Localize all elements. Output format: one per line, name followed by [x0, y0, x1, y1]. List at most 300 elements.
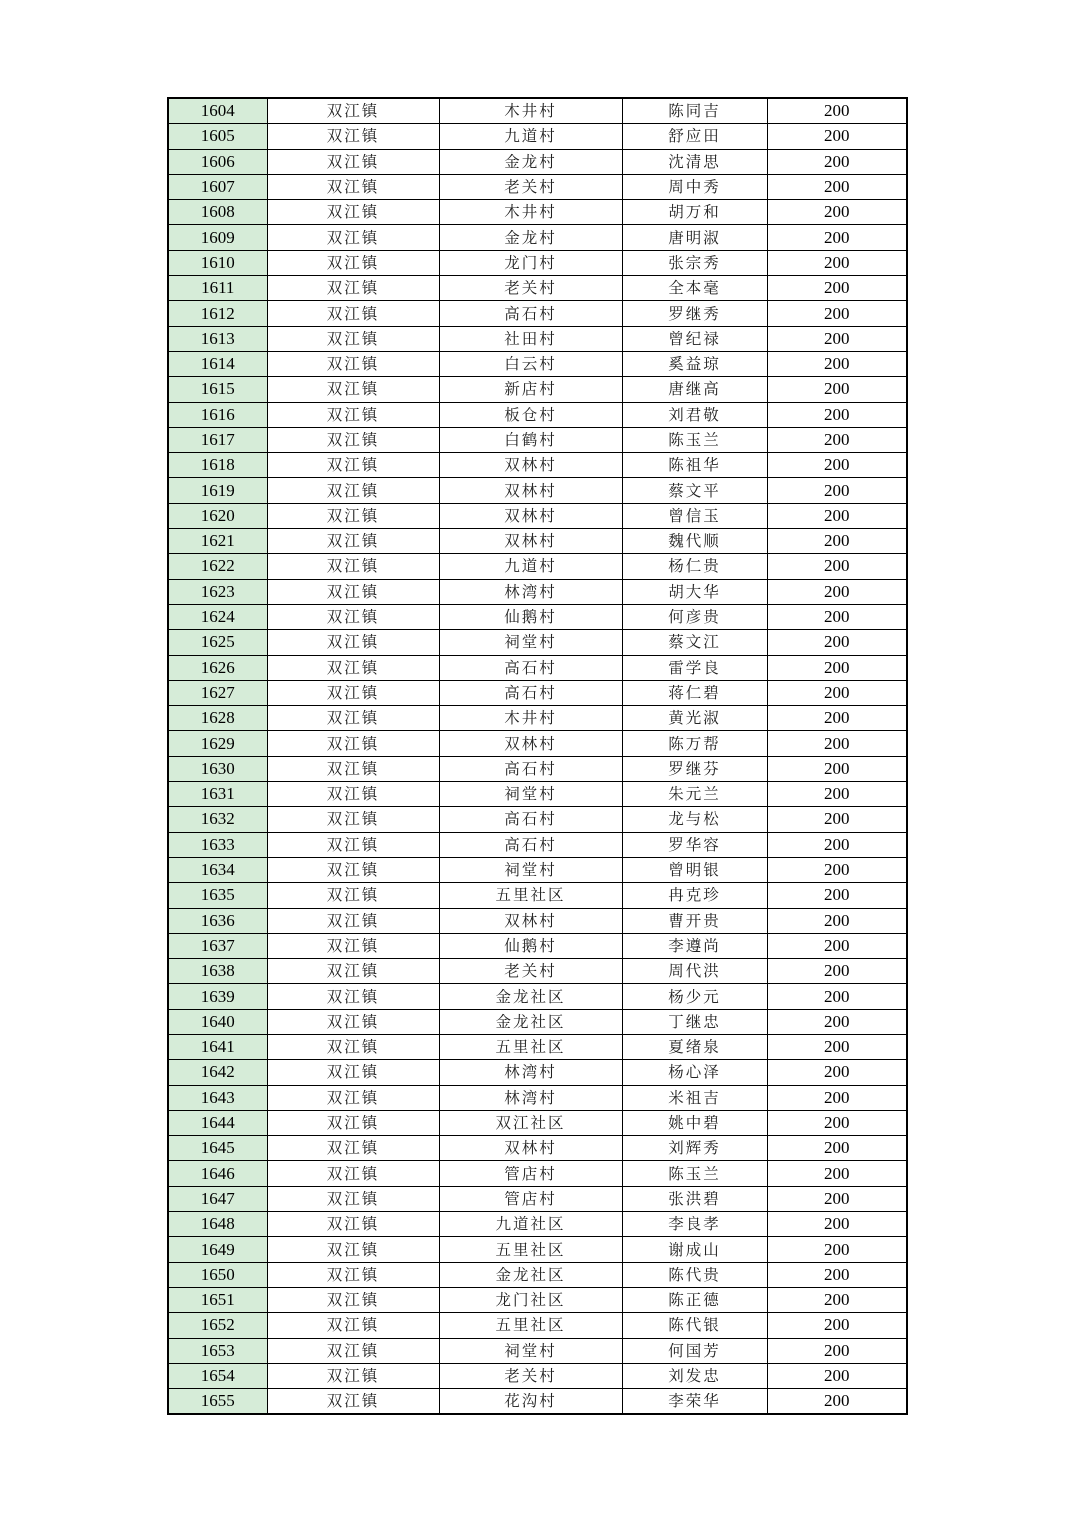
table-row	[168, 1136, 907, 1161]
table-row	[168, 579, 907, 604]
cell-seq: 1620	[168, 503, 267, 528]
table-body	[168, 98, 907, 1414]
cell-seq: 1638	[168, 959, 267, 984]
cell-seq: 1605	[168, 124, 267, 149]
cell-village: 双林村	[439, 453, 622, 478]
cell-name: 全本毫	[622, 276, 767, 301]
cell-name: 陈万帮	[622, 731, 767, 756]
cell-amount: 200	[767, 174, 907, 199]
cell-amount: 200	[767, 832, 907, 857]
cell-seq: 1644	[168, 1110, 267, 1135]
cell-amount: 200	[767, 1161, 907, 1186]
cell-town: 双江镇	[267, 807, 439, 832]
cell-name: 蒋仁碧	[622, 680, 767, 705]
cell-seq: 1607	[168, 174, 267, 199]
cell-name: 米祖吉	[622, 1085, 767, 1110]
cell-name: 沈清思	[622, 149, 767, 174]
cell-town: 双江镇	[267, 1237, 439, 1262]
cell-seq: 1615	[168, 377, 267, 402]
cell-name: 曹开贵	[622, 908, 767, 933]
beneficiary-table	[167, 97, 908, 1415]
cell-town: 双江镇	[267, 1110, 439, 1135]
cell-village: 管店村	[439, 1161, 622, 1186]
cell-name: 曾纪禄	[622, 326, 767, 351]
cell-village: 老关村	[439, 959, 622, 984]
cell-town: 双江镇	[267, 1060, 439, 1085]
cell-town: 双江镇	[267, 1136, 439, 1161]
cell-seq: 1623	[168, 579, 267, 604]
cell-village: 九道社区	[439, 1212, 622, 1237]
table-row	[168, 377, 907, 402]
cell-town: 双江镇	[267, 98, 439, 124]
table-row	[168, 250, 907, 275]
cell-town: 双江镇	[267, 832, 439, 857]
cell-village: 双林村	[439, 731, 622, 756]
cell-town: 双江镇	[267, 503, 439, 528]
cell-town: 双江镇	[267, 959, 439, 984]
cell-amount: 200	[767, 529, 907, 554]
cell-village: 林湾村	[439, 579, 622, 604]
cell-name: 周中秀	[622, 174, 767, 199]
cell-name: 李遵尚	[622, 933, 767, 958]
table-row	[168, 427, 907, 452]
cell-village: 龙门社区	[439, 1287, 622, 1312]
cell-seq: 1634	[168, 857, 267, 882]
cell-name: 唐继高	[622, 377, 767, 402]
cell-amount: 200	[767, 478, 907, 503]
cell-town: 双江镇	[267, 301, 439, 326]
table-row	[168, 1085, 907, 1110]
cell-name: 蔡文江	[622, 630, 767, 655]
cell-village: 五里社区	[439, 883, 622, 908]
cell-village: 双林村	[439, 1136, 622, 1161]
cell-name: 刘辉秀	[622, 1136, 767, 1161]
cell-amount: 200	[767, 655, 907, 680]
cell-seq: 1616	[168, 402, 267, 427]
cell-seq: 1641	[168, 1034, 267, 1059]
cell-name: 李良孝	[622, 1212, 767, 1237]
cell-name: 张洪碧	[622, 1186, 767, 1211]
cell-name: 李荣华	[622, 1389, 767, 1415]
table-row	[168, 225, 907, 250]
cell-town: 双江镇	[267, 554, 439, 579]
cell-village: 双林村	[439, 529, 622, 554]
cell-amount: 200	[767, 706, 907, 731]
cell-amount: 200	[767, 604, 907, 629]
table-row	[168, 706, 907, 731]
table-row	[168, 1161, 907, 1186]
table-row	[168, 1034, 907, 1059]
cell-town: 双江镇	[267, 1085, 439, 1110]
cell-village: 木井村	[439, 200, 622, 225]
cell-town: 双江镇	[267, 225, 439, 250]
cell-name: 陈祖华	[622, 453, 767, 478]
cell-seq: 1631	[168, 782, 267, 807]
cell-amount: 200	[767, 98, 907, 124]
cell-amount: 200	[767, 1287, 907, 1312]
cell-village: 金龙社区	[439, 1262, 622, 1287]
table-row	[168, 478, 907, 503]
cell-amount: 200	[767, 1009, 907, 1034]
cell-town: 双江镇	[267, 1389, 439, 1415]
table-row	[168, 782, 907, 807]
cell-name: 魏代顺	[622, 529, 767, 554]
cell-town: 双江镇	[267, 200, 439, 225]
cell-village: 管店村	[439, 1186, 622, 1211]
cell-village: 高石村	[439, 301, 622, 326]
cell-village: 五里社区	[439, 1313, 622, 1338]
cell-name: 罗继秀	[622, 301, 767, 326]
cell-village: 双林村	[439, 908, 622, 933]
cell-village: 林湾村	[439, 1085, 622, 1110]
cell-village: 社田村	[439, 326, 622, 351]
table-row	[168, 1212, 907, 1237]
cell-village: 木井村	[439, 98, 622, 124]
cell-seq: 1621	[168, 529, 267, 554]
cell-seq: 1611	[168, 276, 267, 301]
cell-town: 双江镇	[267, 1212, 439, 1237]
cell-name: 曾明银	[622, 857, 767, 882]
cell-name: 蔡文平	[622, 478, 767, 503]
cell-village: 九道村	[439, 124, 622, 149]
cell-town: 双江镇	[267, 731, 439, 756]
cell-seq: 1642	[168, 1060, 267, 1085]
cell-name: 何国芳	[622, 1338, 767, 1363]
cell-name: 曾信玉	[622, 503, 767, 528]
cell-amount: 200	[767, 933, 907, 958]
cell-town: 双江镇	[267, 1287, 439, 1312]
cell-town: 双江镇	[267, 529, 439, 554]
table-row	[168, 98, 907, 124]
cell-seq: 1645	[168, 1136, 267, 1161]
cell-amount: 200	[767, 326, 907, 351]
cell-seq: 1619	[168, 478, 267, 503]
table-row	[168, 301, 907, 326]
table-row	[168, 883, 907, 908]
cell-seq: 1610	[168, 250, 267, 275]
cell-amount: 200	[767, 351, 907, 376]
cell-amount: 200	[767, 756, 907, 781]
cell-town: 双江镇	[267, 1363, 439, 1388]
table-row	[168, 731, 907, 756]
cell-village: 新店村	[439, 377, 622, 402]
cell-amount: 200	[767, 276, 907, 301]
cell-town: 双江镇	[267, 1161, 439, 1186]
cell-village: 老关村	[439, 174, 622, 199]
cell-town: 双江镇	[267, 478, 439, 503]
table-row	[168, 200, 907, 225]
cell-name: 陈代银	[622, 1313, 767, 1338]
cell-amount: 200	[767, 1034, 907, 1059]
cell-seq: 1626	[168, 655, 267, 680]
table-row	[168, 1262, 907, 1287]
cell-town: 双江镇	[267, 250, 439, 275]
table-row	[168, 1338, 907, 1363]
cell-seq: 1608	[168, 200, 267, 225]
cell-name: 雷学良	[622, 655, 767, 680]
cell-town: 双江镇	[267, 1034, 439, 1059]
cell-seq: 1627	[168, 680, 267, 705]
cell-amount: 200	[767, 1363, 907, 1388]
cell-village: 双林村	[439, 503, 622, 528]
cell-seq: 1624	[168, 604, 267, 629]
table-row	[168, 807, 907, 832]
cell-seq: 1648	[168, 1212, 267, 1237]
cell-seq: 1639	[168, 984, 267, 1009]
table-row	[168, 1009, 907, 1034]
table-row	[168, 276, 907, 301]
cell-town: 双江镇	[267, 377, 439, 402]
table-row	[168, 503, 907, 528]
cell-village: 金龙社区	[439, 984, 622, 1009]
cell-town: 双江镇	[267, 680, 439, 705]
cell-amount: 200	[767, 959, 907, 984]
cell-name: 舒应田	[622, 124, 767, 149]
table-row	[168, 630, 907, 655]
cell-name: 罗华容	[622, 832, 767, 857]
cell-seq: 1606	[168, 149, 267, 174]
cell-amount: 200	[767, 731, 907, 756]
cell-name: 陈玉兰	[622, 1161, 767, 1186]
cell-seq: 1647	[168, 1186, 267, 1211]
table-row	[168, 453, 907, 478]
cell-amount: 200	[767, 250, 907, 275]
cell-village: 仙鹅村	[439, 604, 622, 629]
cell-village: 祠堂村	[439, 857, 622, 882]
cell-seq: 1636	[168, 908, 267, 933]
cell-village: 祠堂村	[439, 1338, 622, 1363]
table-row	[168, 604, 907, 629]
cell-seq: 1637	[168, 933, 267, 958]
cell-amount: 200	[767, 1110, 907, 1135]
cell-seq: 1618	[168, 453, 267, 478]
cell-seq: 1649	[168, 1237, 267, 1262]
table-row	[168, 1060, 907, 1085]
cell-amount: 200	[767, 807, 907, 832]
cell-amount: 200	[767, 427, 907, 452]
cell-amount: 200	[767, 1237, 907, 1262]
cell-amount: 200	[767, 1389, 907, 1415]
cell-village: 老关村	[439, 276, 622, 301]
cell-name: 陈正德	[622, 1287, 767, 1312]
table-row	[168, 326, 907, 351]
cell-town: 双江镇	[267, 782, 439, 807]
cell-town: 双江镇	[267, 453, 439, 478]
cell-town: 双江镇	[267, 706, 439, 731]
table-row	[168, 124, 907, 149]
table-row	[168, 529, 907, 554]
cell-amount: 200	[767, 225, 907, 250]
cell-village: 双江社区	[439, 1110, 622, 1135]
cell-name: 夏绪泉	[622, 1034, 767, 1059]
cell-town: 双江镇	[267, 174, 439, 199]
cell-seq: 1646	[168, 1161, 267, 1186]
cell-amount: 200	[767, 630, 907, 655]
table-row	[168, 832, 907, 857]
cell-village: 五里社区	[439, 1034, 622, 1059]
cell-seq: 1613	[168, 326, 267, 351]
cell-amount: 200	[767, 680, 907, 705]
cell-town: 双江镇	[267, 655, 439, 680]
cell-seq: 1612	[168, 301, 267, 326]
cell-name: 何彦贵	[622, 604, 767, 629]
cell-village: 板仓村	[439, 402, 622, 427]
cell-town: 双江镇	[267, 579, 439, 604]
cell-amount: 200	[767, 1136, 907, 1161]
cell-amount: 200	[767, 782, 907, 807]
cell-name: 陈玉兰	[622, 427, 767, 452]
table-row	[168, 1363, 907, 1388]
cell-seq: 1633	[168, 832, 267, 857]
cell-amount: 200	[767, 579, 907, 604]
cell-name: 刘发忠	[622, 1363, 767, 1388]
cell-town: 双江镇	[267, 427, 439, 452]
cell-town: 双江镇	[267, 883, 439, 908]
table-row	[168, 959, 907, 984]
cell-seq: 1643	[168, 1085, 267, 1110]
cell-seq: 1630	[168, 756, 267, 781]
cell-town: 双江镇	[267, 1009, 439, 1034]
cell-town: 双江镇	[267, 1262, 439, 1287]
cell-village: 林湾村	[439, 1060, 622, 1085]
cell-village: 高石村	[439, 655, 622, 680]
table-row	[168, 1186, 907, 1211]
cell-seq: 1653	[168, 1338, 267, 1363]
cell-village: 仙鹅村	[439, 933, 622, 958]
cell-name: 胡万和	[622, 200, 767, 225]
cell-village: 双林村	[439, 478, 622, 503]
cell-village: 龙门村	[439, 250, 622, 275]
cell-seq: 1655	[168, 1389, 267, 1415]
cell-town: 双江镇	[267, 857, 439, 882]
table-row	[168, 1237, 907, 1262]
table-row	[168, 402, 907, 427]
cell-seq: 1651	[168, 1287, 267, 1312]
cell-town: 双江镇	[267, 276, 439, 301]
cell-amount: 200	[767, 1313, 907, 1338]
cell-amount: 200	[767, 149, 907, 174]
cell-amount: 200	[767, 984, 907, 1009]
table-row	[168, 149, 907, 174]
cell-town: 双江镇	[267, 1338, 439, 1363]
cell-town: 双江镇	[267, 1313, 439, 1338]
cell-amount: 200	[767, 554, 907, 579]
cell-name: 杨仁贵	[622, 554, 767, 579]
cell-amount: 200	[767, 1186, 907, 1211]
cell-town: 双江镇	[267, 984, 439, 1009]
cell-amount: 200	[767, 402, 907, 427]
cell-town: 双江镇	[267, 351, 439, 376]
table-row	[168, 857, 907, 882]
cell-amount: 200	[767, 1262, 907, 1287]
cell-village: 白鹤村	[439, 427, 622, 452]
cell-village: 木井村	[439, 706, 622, 731]
cell-village: 高石村	[439, 756, 622, 781]
cell-seq: 1628	[168, 706, 267, 731]
cell-town: 双江镇	[267, 402, 439, 427]
cell-name: 黄光淑	[622, 706, 767, 731]
cell-seq: 1652	[168, 1313, 267, 1338]
cell-amount: 200	[767, 200, 907, 225]
table-row	[168, 1313, 907, 1338]
cell-name: 张宗秀	[622, 250, 767, 275]
cell-village: 祠堂村	[439, 782, 622, 807]
cell-amount: 200	[767, 1060, 907, 1085]
cell-town: 双江镇	[267, 326, 439, 351]
table-row	[168, 554, 907, 579]
cell-name: 丁继忠	[622, 1009, 767, 1034]
cell-name: 杨心泽	[622, 1060, 767, 1085]
cell-town: 双江镇	[267, 124, 439, 149]
cell-name: 罗继芬	[622, 756, 767, 781]
table-row	[168, 351, 907, 376]
cell-village: 祠堂村	[439, 630, 622, 655]
cell-name: 陈同吉	[622, 98, 767, 124]
cell-town: 双江镇	[267, 908, 439, 933]
cell-name: 杨少元	[622, 984, 767, 1009]
cell-village: 花沟村	[439, 1389, 622, 1415]
cell-village: 高石村	[439, 832, 622, 857]
cell-amount: 200	[767, 124, 907, 149]
cell-seq: 1629	[168, 731, 267, 756]
cell-town: 双江镇	[267, 756, 439, 781]
table-row	[168, 680, 907, 705]
cell-name: 奚益琼	[622, 351, 767, 376]
cell-amount: 200	[767, 1212, 907, 1237]
cell-name: 唐明淑	[622, 225, 767, 250]
cell-town: 双江镇	[267, 149, 439, 174]
table-row	[168, 1110, 907, 1135]
cell-name: 周代洪	[622, 959, 767, 984]
cell-amount: 200	[767, 908, 907, 933]
cell-amount: 200	[767, 883, 907, 908]
cell-name: 冉克珍	[622, 883, 767, 908]
cell-village: 金龙村	[439, 225, 622, 250]
cell-name: 龙与松	[622, 807, 767, 832]
cell-seq: 1625	[168, 630, 267, 655]
table-row	[168, 174, 907, 199]
cell-name: 胡大华	[622, 579, 767, 604]
cell-amount: 200	[767, 1338, 907, 1363]
cell-seq: 1632	[168, 807, 267, 832]
cell-amount: 200	[767, 1085, 907, 1110]
cell-name: 陈代贵	[622, 1262, 767, 1287]
cell-seq: 1640	[168, 1009, 267, 1034]
table-row	[168, 1389, 907, 1415]
cell-amount: 200	[767, 857, 907, 882]
cell-name: 刘君敬	[622, 402, 767, 427]
cell-village: 高石村	[439, 807, 622, 832]
cell-village: 老关村	[439, 1363, 622, 1388]
cell-seq: 1604	[168, 98, 267, 124]
table-row	[168, 1287, 907, 1312]
cell-amount: 200	[767, 503, 907, 528]
cell-seq: 1650	[168, 1262, 267, 1287]
cell-seq: 1622	[168, 554, 267, 579]
cell-town: 双江镇	[267, 630, 439, 655]
cell-village: 金龙社区	[439, 1009, 622, 1034]
cell-village: 五里社区	[439, 1237, 622, 1262]
cell-village: 九道村	[439, 554, 622, 579]
cell-name: 姚中碧	[622, 1110, 767, 1135]
cell-town: 双江镇	[267, 604, 439, 629]
cell-amount: 200	[767, 301, 907, 326]
cell-seq: 1617	[168, 427, 267, 452]
cell-village: 白云村	[439, 351, 622, 376]
cell-seq: 1614	[168, 351, 267, 376]
cell-seq: 1609	[168, 225, 267, 250]
table-row	[168, 655, 907, 680]
